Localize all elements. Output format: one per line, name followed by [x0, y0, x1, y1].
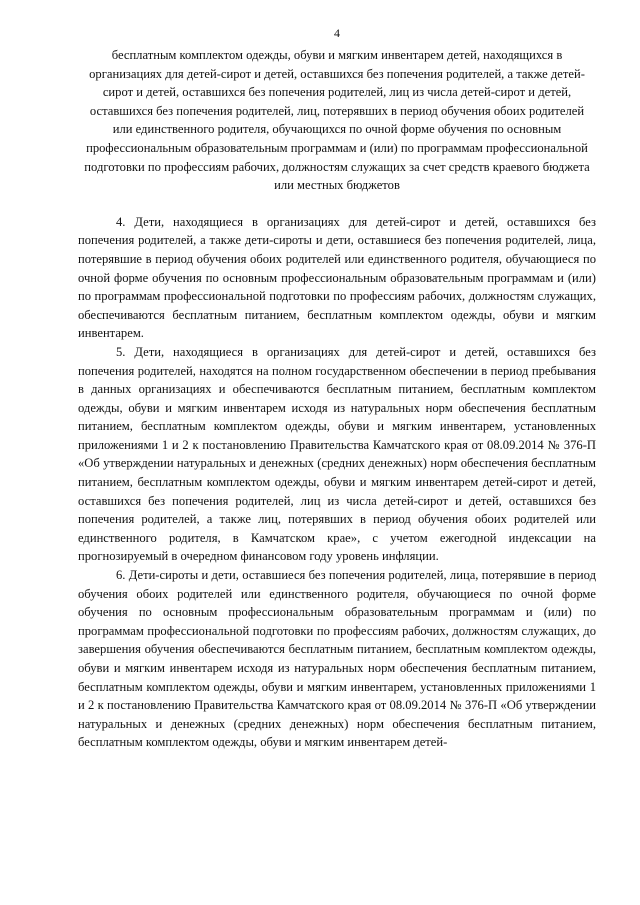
document-page [78, 26, 596, 752]
paragraph-4: 4. Дети, находящиеся в организациях для детей-сирот и детей, оставшихся без попечения родителей, а также дети-сироты и дети, оставшиеся без попечения родителей, лица, потерявшие в период обучения обоих родителей или единственного родителя, обучающиеся по очной форме обучения по основным профессиональным образовательным программам и (или) по программам профессиональной подготовки по профессиям рабочих, должностям служащих, обеспечиваются бесплатным питанием, бесплатным комплектом одежды, обуви и мягким инвентарем. [78, 214, 596, 341]
paragraph-6: 6. Дети-сироты и дети, оставшиеся без попечения родителей, лица, потерявшие в период обучения обоих родителей или единственного родителя, обучающиеся по очной форме обучения по основным профессиональным образовательным программам и (или) по программам профессиональной подготовки по профессиям рабочих, должностям служащих, до завершения обучения обеспечиваются бесплатным питанием, бесплатным комплектом одежды, обуви и мягким инвентарем исходя из натуральных норм обеспечения бесплатным питанием, бесплатным комплектом одежды, обуви и мягким инвентарем, установленных приложениями 1 и 2 к постановлению Правительства Камчатского края от 08.09.2014 № 376-П «Об утверждении натуральных и денежных (средних денежных) норм обеспечения бесплатным питанием, бесплатным комплектом одежды, обуви и мягким инвентарем детей- [78, 568, 596, 750]
heading-spacer [78, 195, 596, 213]
page-number: 4 [334, 26, 340, 40]
section-heading: бесплатным комплектом одежды, обуви и мягким инвентарем детей, находящихся в организациях для детей-сирот и детей, оставшихся без попечения родителей, а также детей-сирот и детей, оставшихся без попечения родителей, лиц из числа детей-сирот и детей, оставшихся без попечения родителей, лиц, потерявших в период обучения обоих родителей или единственного родителя, обучающихся по очной форме обучения по основным профессиональным образовательным программам и (или) по программам профессиональной подготовки по профессиям рабочих, должностям служащих за счет средств краевого бюджета или местных бюджетов [84, 48, 590, 193]
paragraph-5: 5. Дети, находящиеся в организациях для детей-сирот и детей, оставшихся без попечения родителей, находятся на полном государственном обеспечении в период пребывания в данных организациях и обеспечиваются бесплатным питанием, бесплатным комплектом одежды, обуви и мягким инвентарем исходя из натуральных норм обеспечения бесплатным питанием, бесплатным комплектом одежды, обуви и мягким инвентарем, установленных приложениями 1 и 2 к постановлению Правительства Камчатского края от 08.09.2014 № 376-П «Об утверждении натуральных и денежных (средних денежных) норм обеспечения бесплатным питанием, бесплатным комплектом одежды, обуви и мягким инвентарем детей-сирот и детей, оставшихся без попечения родителей, лиц из числа детей-сирот и детей, оставшихся без попечения родителей, а также лиц, потерявших в период обучения обоих родителей или единственного родителя, в Камчатском крае», с учетом ежегодной индексации на прогнозируемый в очередном финансовом году уровень инфляции. [78, 344, 596, 564]
